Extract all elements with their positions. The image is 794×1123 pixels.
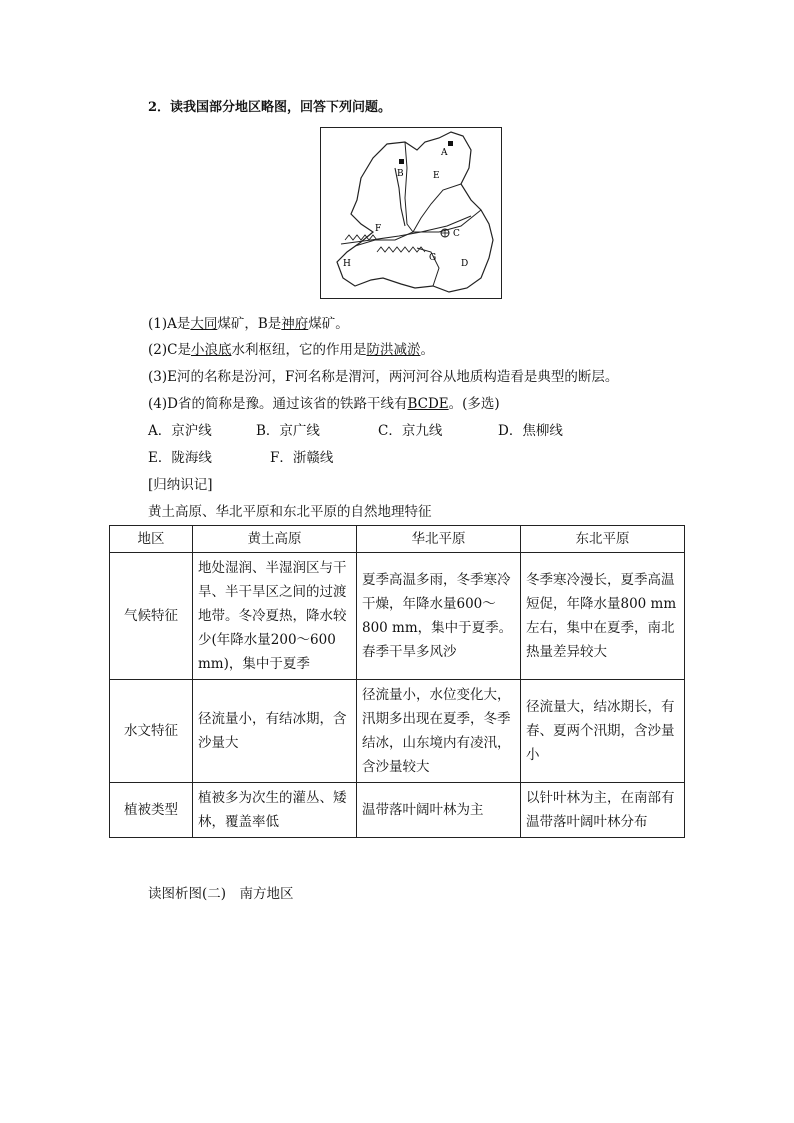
cell-climate-northeast: 冬季寒冷漫长，夏季高温短促，年降水量800 mm左右，集中在夏季，南北热量差异较大 [521,553,685,680]
table-header-row [110,526,685,553]
cell-climate-loess: 地处湿润、半湿润区与干旱、半干旱区之间的过渡地带。冬冷夏热，降水较少(年降水量200～600 mm)，集中于夏季 [193,553,357,680]
cell-climate-north-china: 夏季高温多雨，冬季寒冷干燥，年降水量600～800 mm，集中于夏季。春季干旱多风沙 [357,553,521,680]
cell-vegetation-loess: 植被多为次生的灌丛、矮林，覆盖率低 [193,783,357,838]
row-label-hydrology: 水文特征 [110,680,193,783]
cell-hydrology-loess: 径流量小，有结冰期，含沙量大 [193,680,357,783]
table-title: 黄土高原、华北平原和东北平原的自然地理特征 [148,504,432,520]
map-label-f: F [375,224,382,234]
table-row [110,553,685,680]
map-label-g: G [429,253,437,263]
option-a: A．京沪线 [148,423,212,439]
question-part-2: (2)C是小浪底水利枢纽，它的作用是防洪减淤。 [148,342,434,358]
header-northeast-plain: 东北平原 [521,526,685,553]
map-label-h: H [343,259,351,269]
cell-vegetation-northeast: 以针叶林为主，在南部有温带落叶阔叶林分布 [521,783,685,838]
option-b: B．京广线 [256,423,320,439]
option-e: E．陇海线 [148,450,212,466]
row-label-climate: 气候特征 [110,553,193,680]
answer-shenfu: 神府 [281,316,309,332]
map-label-e: E [433,171,440,181]
cell-hydrology-north-china: 径流量小，水位变化大，汛期多出现在夏季，冬季结冰，山东境内有凌汛，含沙量较大 [357,680,521,783]
question-part-3: (3)E河的名称是汾河，F河名称是渭河，两河河谷从地质构造看是典型的断层。 [148,369,619,385]
table-row [110,783,685,838]
answer-datong: 大同 [190,316,218,332]
next-section-heading: 读图析图(二) 南方地区 [148,886,294,902]
header-region: 地区 [110,526,193,553]
question-part-4: (4)D省的简称是豫。通过该省的铁路干线有BCDE。(多选) [148,396,500,412]
option-c: C．京九线 [378,423,443,439]
option-f: F．浙赣线 [270,450,334,466]
answer-railways: BCDE [407,396,449,412]
question-part-1: (1)A是大同煤矿，B是神府煤矿。 [148,316,349,332]
cell-hydrology-northeast: 径流量大，结冰期长，有春、夏两个汛期，含沙量小 [521,680,685,783]
answer-xiaolangdi: 小浪底 [190,342,232,358]
region-map [320,127,502,299]
region-map-drawing [321,128,501,298]
option-d: D．焦柳线 [498,423,563,439]
cell-vegetation-north-china: 温带落叶阔叶林为主 [357,783,521,838]
map-label-a: A [441,148,448,158]
map-label-d: D [461,259,469,269]
header-loess-plateau: 黄土高原 [193,526,357,553]
section-tag: [归纳识记] [148,477,213,493]
row-label-vegetation: 植被类型 [110,783,193,838]
table-row [110,680,685,783]
geography-table [109,525,685,838]
answer-flood-control: 防洪减淤 [366,342,421,358]
map-label-c: C [453,229,460,239]
question-title: 2．读我国部分地区略图，回答下列问题。 [148,100,392,115]
map-label-b: B [397,169,404,179]
header-north-china-plain: 华北平原 [357,526,521,553]
